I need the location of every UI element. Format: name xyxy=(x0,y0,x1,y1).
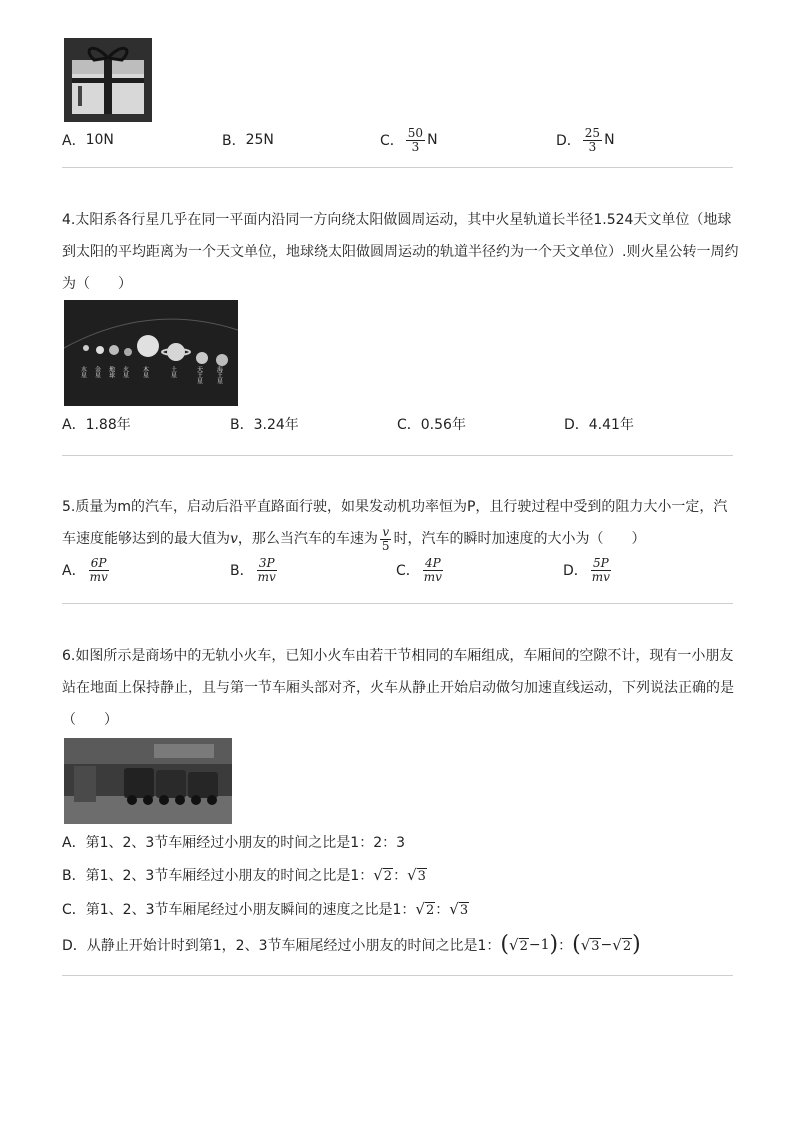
text: 车速度能够达到的最大值为 xyxy=(62,531,230,547)
gift-box-icon xyxy=(64,38,152,122)
option-text: C．第1、2、3节车厢尾经过小朋友瞬间的速度之比是1： xyxy=(62,902,416,918)
q5-option-a[interactable] xyxy=(62,554,112,586)
fraction-denominator: mv xyxy=(257,569,276,584)
paren-open: ( xyxy=(500,932,510,957)
q5-option-d[interactable] xyxy=(563,554,614,586)
train-icon xyxy=(64,738,232,824)
train-image xyxy=(64,738,232,824)
q6-option-a[interactable]: A．第1、2、3节车厢经过小朋友的时间之比是1：2：3 xyxy=(62,835,406,851)
sqrt-3: √ 3 xyxy=(449,899,469,918)
q4-stem-line2: 到太阳的平均距离为一个天文单位，地球绕太阳做圆周运动的轨道半径约为一个天文单位）.则火星公转一周约 xyxy=(62,244,739,260)
minus: − xyxy=(600,937,613,953)
planet-label: 地球 xyxy=(107,366,115,378)
q5-stem-line2 xyxy=(62,522,646,556)
option-label: A． xyxy=(62,563,86,579)
sqrt-3: √ 3 xyxy=(580,935,600,954)
paren-close: ) xyxy=(632,932,641,957)
ratio-sep: ： xyxy=(558,938,573,954)
fraction-denominator: mv xyxy=(591,569,610,584)
option-label: A． xyxy=(62,133,86,149)
q6-stem-line2: 站在地面上保持静止，且与第一节车厢头部对齐，火车从静止开始启动做匀加速直线运动，下列说法正确的是 xyxy=(62,680,734,696)
option-label: B． xyxy=(230,563,254,579)
fraction xyxy=(590,557,612,584)
option-label: C． xyxy=(396,563,420,579)
option-label: D． xyxy=(556,133,581,149)
q6-stem-line3: （ ） xyxy=(62,712,118,728)
q4-stem-line1: 4.太阳系各行星几乎在同一平面内沿同一方向绕太阳做圆周运动，其中火星轨道长半径1.524天文单位（地球 xyxy=(62,212,732,228)
fraction xyxy=(406,127,425,154)
q6-option-b[interactable] xyxy=(62,863,427,887)
option-label: B． xyxy=(222,133,246,149)
unit: N xyxy=(427,132,438,148)
q4-option-c[interactable]: C．0.56年 xyxy=(397,417,466,433)
planet-label: 木星 xyxy=(141,366,149,378)
q3-option-a[interactable] xyxy=(62,128,114,152)
fraction-denominator: 5 xyxy=(381,538,390,553)
planet-label: 海王星 xyxy=(215,366,223,384)
text: ，那么当汽车的车速为 xyxy=(237,531,378,547)
q4-option-b[interactable]: B．3.24年 xyxy=(230,417,299,433)
planet-label: 土星 xyxy=(169,366,177,378)
q6-option-c[interactable] xyxy=(62,897,469,921)
ratio-sep: ： xyxy=(435,902,450,918)
q3-option-d[interactable] xyxy=(556,124,615,156)
variable-v: v xyxy=(230,531,238,547)
fraction-numerator: 25 xyxy=(584,125,601,140)
fraction-numerator: v xyxy=(382,524,390,539)
divider xyxy=(62,603,733,604)
planets-icon xyxy=(64,300,238,406)
option-label: D． xyxy=(563,563,588,579)
q5-stem-line1: 5.质量为m的汽车，启动后沿平直路面行驶，如果发动机功率恒为P，且行驶过程中受到的阻力大小一定，汽 xyxy=(62,499,728,515)
fraction-denominator: mv xyxy=(89,569,108,584)
fraction-numerator: 6P xyxy=(90,555,107,570)
fraction-denominator: 3 xyxy=(411,139,420,154)
option-text: 25N xyxy=(245,132,274,148)
sqrt-2: √ 2 xyxy=(415,899,435,918)
fraction xyxy=(256,557,278,584)
q4-option-d[interactable]: D．4.41年 xyxy=(564,417,634,433)
q4-option-a[interactable]: A．1.88年 xyxy=(62,417,131,433)
fraction xyxy=(422,557,444,584)
sqrt-2: √ 2 xyxy=(509,935,528,954)
q3-option-c[interactable] xyxy=(380,124,438,156)
fraction xyxy=(380,526,392,553)
option-text: D．从静止开始计时到第1，2、3节车厢尾经过小朋友的时间之比是1： xyxy=(62,938,501,954)
fraction-numerator: 3P xyxy=(258,555,275,570)
planet-label: 天王星 xyxy=(195,366,203,384)
planet-label: 金星 xyxy=(93,366,101,378)
fraction-numerator: 4P xyxy=(425,555,441,570)
fraction-denominator: 3 xyxy=(588,139,597,154)
gift-box-image xyxy=(64,38,152,122)
paren-open: ( xyxy=(572,932,581,957)
q4-stem-line3: 为（ ） xyxy=(62,276,132,292)
fraction-denominator: mv xyxy=(423,569,442,584)
planet-label: 火星 xyxy=(121,366,129,378)
sqrt-2: √ 2 xyxy=(373,865,393,884)
option-text: B．第1、2、3节车厢经过小朋友的时间之比是1： xyxy=(62,868,374,884)
sqrt-2: √ 2 xyxy=(612,935,632,954)
q6-option-d[interactable] xyxy=(62,930,641,960)
q3-option-b[interactable] xyxy=(222,128,274,152)
fraction xyxy=(583,127,602,154)
solar-system-image xyxy=(64,300,238,406)
text: 时，汽车的瞬时加速度的大小为（ ） xyxy=(393,531,646,547)
sqrt-3: √ 3 xyxy=(407,865,426,884)
divider xyxy=(62,167,733,168)
ratio-sep: ： xyxy=(393,868,408,884)
planet-label: 水星 xyxy=(79,366,87,378)
divider xyxy=(62,975,733,976)
fraction xyxy=(88,557,110,584)
divider xyxy=(62,455,733,456)
q5-option-c[interactable] xyxy=(396,554,446,586)
q6-stem-line1: 6.如图所示是商场中的无轨小火车，已知小火车由若干节相同的车厢组成，车厢间的空隙不计，现有一小朋友 xyxy=(62,648,734,664)
paren-close: ) xyxy=(549,932,559,957)
minus-one: −1 xyxy=(528,937,550,953)
fraction-numerator: 50 xyxy=(407,125,424,140)
fraction-numerator: 5P xyxy=(593,555,609,570)
q5-option-b[interactable] xyxy=(230,554,280,586)
unit: N xyxy=(604,132,615,148)
option-label: C． xyxy=(380,133,404,149)
option-text: 10N xyxy=(85,132,114,148)
